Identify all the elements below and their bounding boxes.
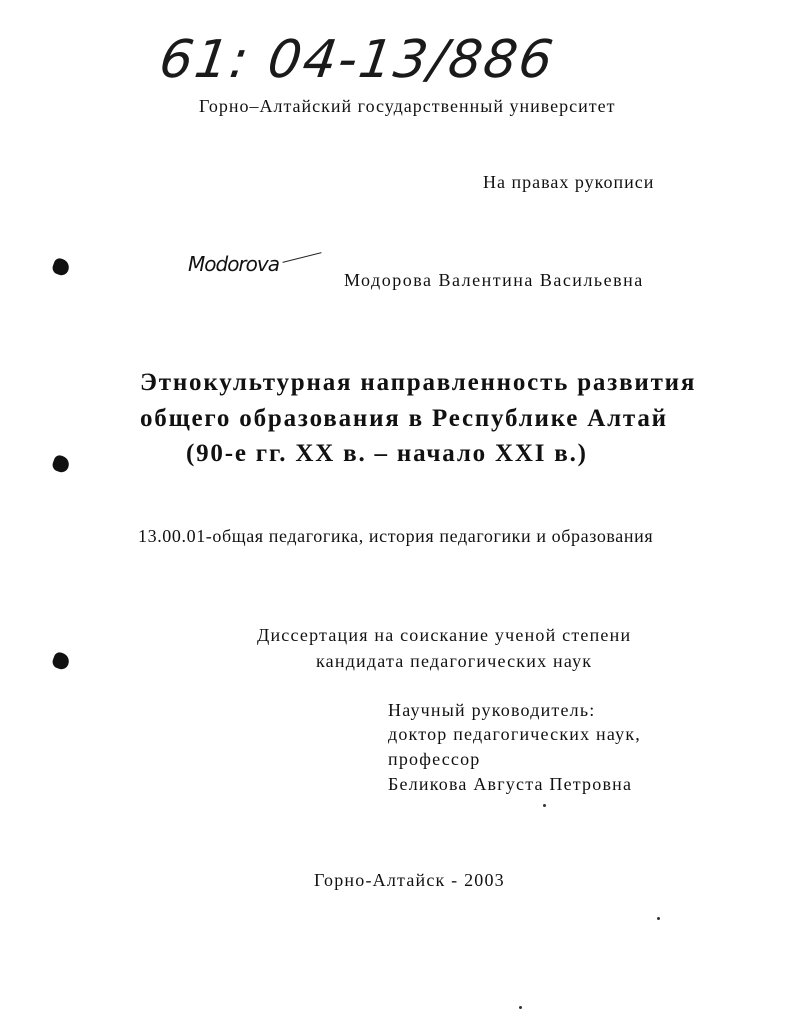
title-line-1: Этнокультурная направленность развития <box>140 369 697 396</box>
author-name: Модорова Валентина Васильевна <box>344 270 644 290</box>
punch-hole-mark <box>51 257 72 278</box>
punch-hole-mark <box>51 651 72 672</box>
supervisor-name: Беликова Августа Петровна <box>388 774 633 794</box>
dissertation-line-2: кандидата педагогических наук <box>316 651 593 671</box>
supervisor-degree: доктор педагогических наук, <box>388 724 641 744</box>
archive-number-handwritten: 61: 04-13/886 <box>155 30 559 90</box>
specialty-code: 13.00.01-общая педагогика, история педагогики и образования <box>138 526 654 546</box>
speck <box>657 917 660 920</box>
speck <box>543 804 546 807</box>
place-and-year: Горно-Алтайск - 2003 <box>314 870 505 890</box>
title-line-2: общего образования в Республике Алтай <box>140 405 668 432</box>
university-name: Горно–Алтайский государственный университет <box>199 96 616 116</box>
author-signature: Modorova <box>188 252 279 276</box>
rights-notice: На правах рукописи <box>483 172 655 192</box>
signature-stroke <box>282 252 321 263</box>
dissertation-line-1: Диссертация на соискание ученой степени <box>257 625 632 645</box>
supervisor-rank: профессор <box>388 749 481 769</box>
title-line-3: (90-е гг. XX в. – начало XXI в.) <box>186 440 588 467</box>
speck <box>519 1006 522 1009</box>
supervisor-label: Научный руководитель: <box>388 700 596 720</box>
punch-hole-mark <box>51 454 72 475</box>
